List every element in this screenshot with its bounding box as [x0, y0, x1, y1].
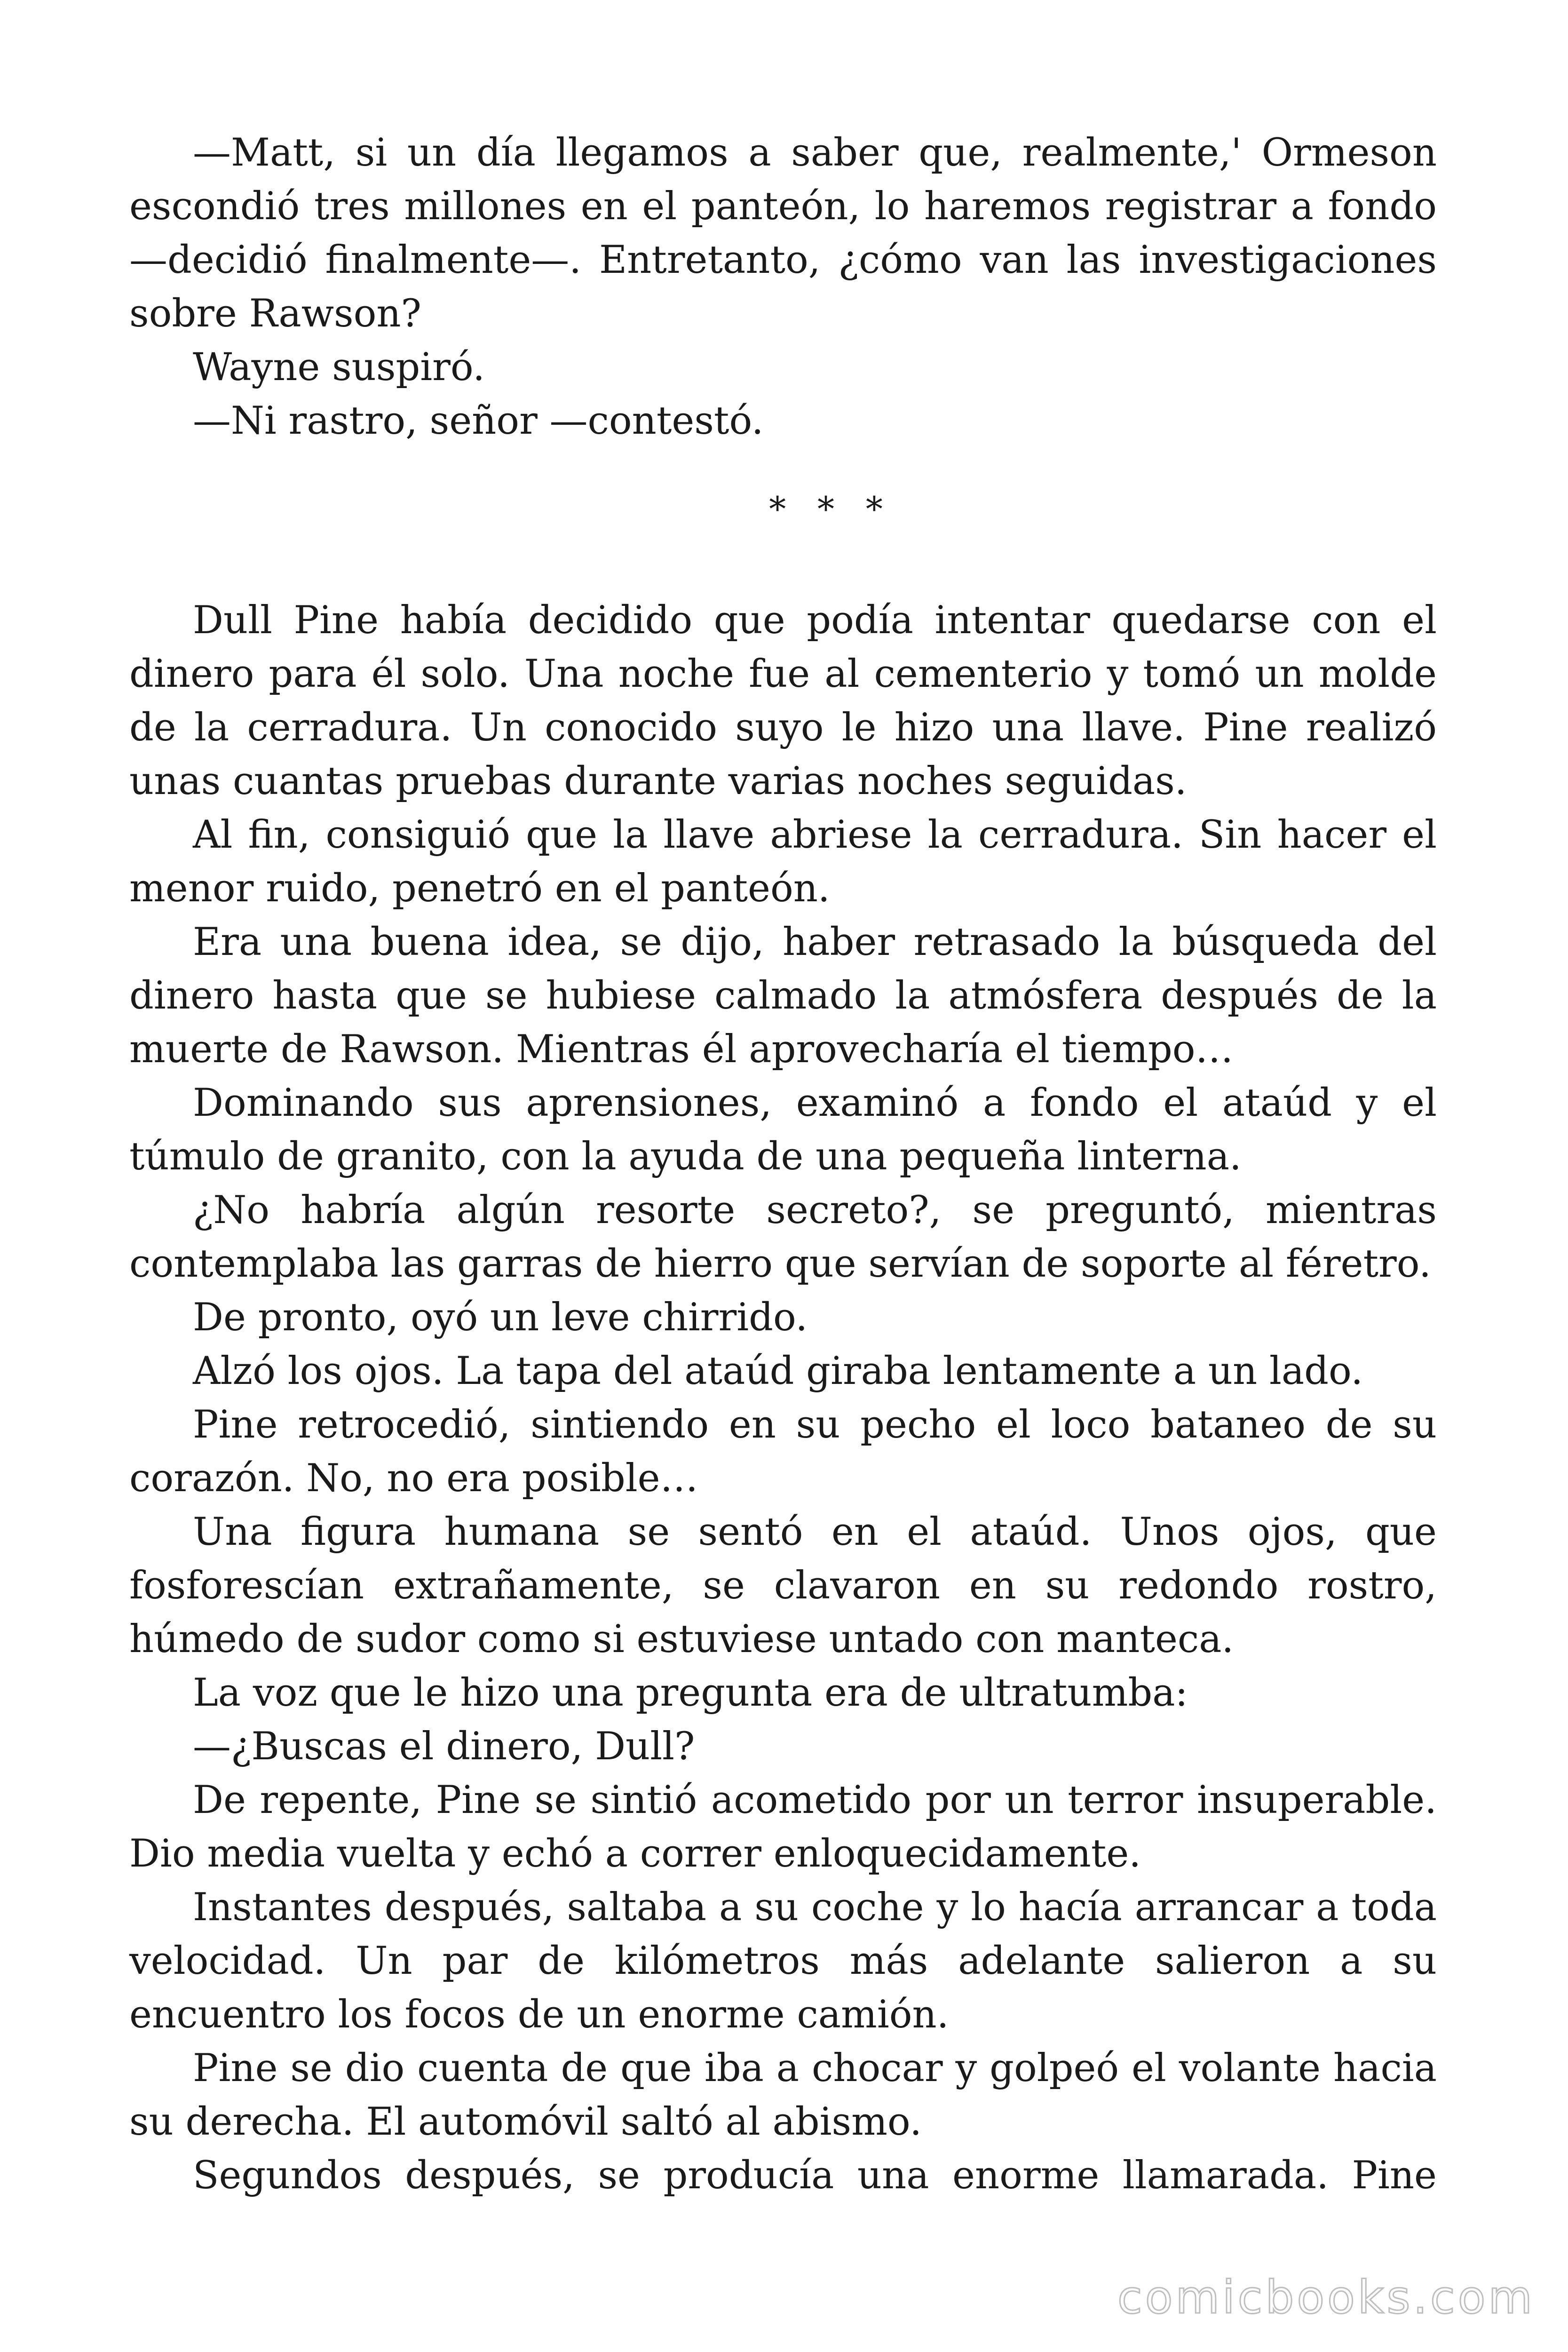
paragraph: Pine se dio cuenta de que iba a chocar y golpeó el volante hacia su derecha. El automóvil saltó al abismo.: [129, 2046, 1437, 2144]
paragraph: Wayne suspiró.: [193, 345, 485, 389]
paragraph: Pine retrocedió, sintiendo en su pecho el loco bataneo de su corazón. No, no era posible…: [129, 1403, 1437, 1501]
paragraph: Alzó los ojos. La tapa del ataúd giraba lentamente a un lado.: [193, 1349, 1363, 1393]
text-section-one: [129, 126, 1437, 448]
paragraph: ¿No habría algún resorte secreto?, se preguntó, mientras contemplaba las garras de hierro que servían de soporte al féretro.: [129, 1188, 1437, 1286]
paragraph: Segundos después, se producía una enorme llamarada. Pine: [193, 2153, 1437, 2198]
paragraph: De pronto, oyó un leve chirrido.: [193, 1295, 808, 1340]
section-separator: * * *: [769, 489, 893, 529]
text-section-two: [129, 594, 1437, 2202]
paragraph: Una figura humana se sentó en el ataúd. Unos ojos, que fosforescían extrañamente, se clavaron en su redondo rostro, húmedo de sudor como si estuviese untado con manteca.: [129, 1510, 1437, 1661]
paragraph: Instantes después, saltaba a su coche y lo hacía arrancar a toda velocidad. Un par de kilómetros más adelante salieron a su encuentro los focos de un enorme camión.: [129, 1885, 1437, 2037]
paragraph: —Matt, si un día llegamos a saber que, realmente,' Ormeson escondió tres millones en el panteón, lo haremos registrar a fondo —decidió finalmente—. Entretanto, ¿cómo van las investigaciones sobre Rawson?: [129, 131, 1437, 336]
watermark-logo: comicbooks.com: [1117, 2271, 1535, 2324]
paragraph: —¿Buscas el dinero, Dull?: [193, 1724, 695, 1769]
paragraph: Dominando sus aprensiones, examinó a fondo el ataúd y el túmulo de granito, con la ayuda de una pequeña linterna.: [129, 1081, 1437, 1179]
paragraph: Al fin, consiguió que la llave abriese la cerradura. Sin hacer el menor ruido, penetró en el panteón.: [129, 813, 1437, 911]
paragraph: —Ni rastro, señor —contestó.: [193, 399, 764, 443]
paragraph: Dull Pine había decidido que podía intentar quedarse con el dinero para él solo. Una noche fue al cementerio y tomó un molde de la cerradura. Un conocido suyo le hizo una llave. Pine realizó unas cuantas pruebas durante varias noches seguidas.: [129, 598, 1437, 803]
paragraph: La voz que le hizo una pregunta era de ultratumba:: [193, 1671, 1188, 1715]
paragraph: Era una buena idea, se dijo, haber retrasado la búsqueda del dinero hasta que se hubiese calmado la atmósfera después de la muerte de Rawson. Mientras él aprovecharía el tiempo…: [129, 920, 1437, 1072]
paragraph: De repente, Pine se sintió acometido por un terror insuperable. Dio media vuelta y echó a correr enloquecidamente.: [129, 1778, 1437, 1876]
